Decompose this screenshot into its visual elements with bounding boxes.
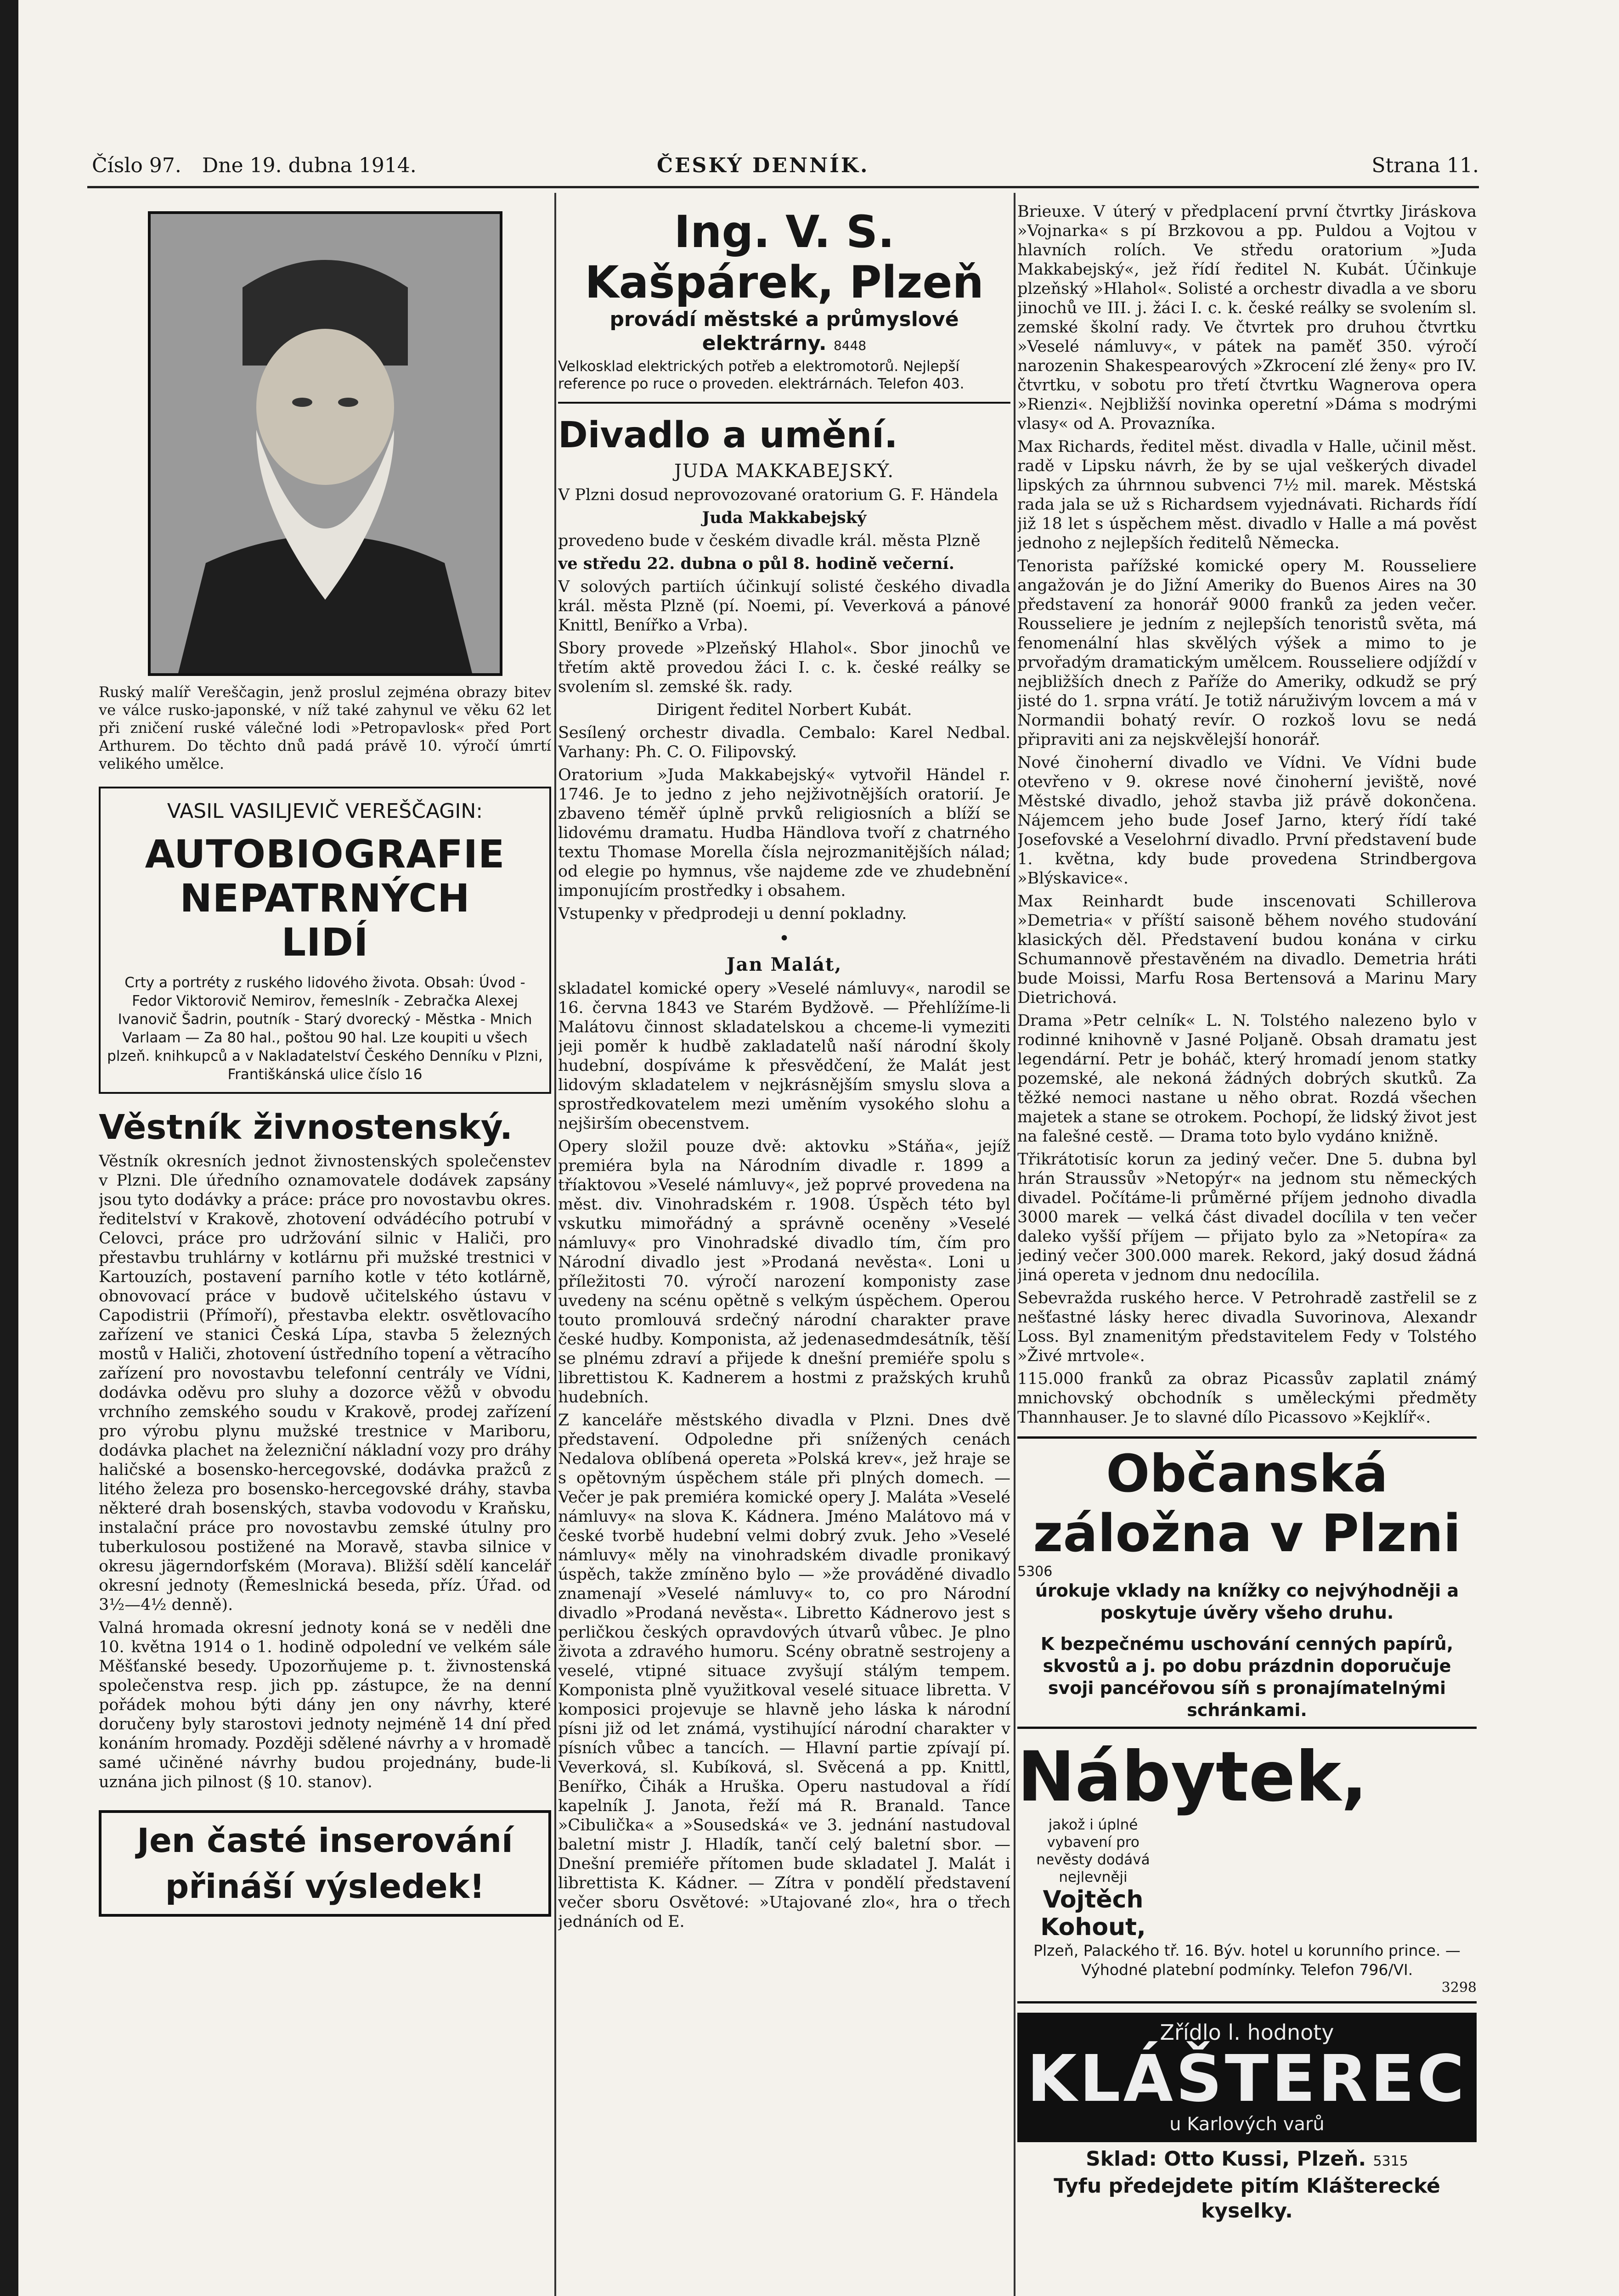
sklad-line-2: Tyfu předejdete pitím Klášterecké kyselky. (1054, 2174, 1440, 2223)
column-rule-2 (1014, 193, 1015, 2296)
page-header (92, 154, 1479, 186)
juda-paragraph-9: Vstupenky v předprodeji u denní pokladny. (558, 905, 907, 923)
nabytek-side (1017, 1816, 1169, 1941)
malat-paragraph-2: Opery složil pouze dvě: aktovku »Stáňa«, jejíž premiéra byla na Národním divadle r. 1899 a tříaktovou »Veselé námluvy«, jež poprvé provedena na měst. div. Vinohradském r. 1908. Úspěch této byl vskutku mimořádný a správně oceněny »Veselé námluvy« pro Vinohradské divadlo tím, čím pro Národní divadlo jest »Prodaná nevěsta«. Loni u příležitosti 70. výročí narození komponisty zase uvedeny na scénu opětně s velkým úspěchem. Operou touto promlouvá srdečný národní charakter prave české hudby. Komponista, až jedenasedmdesátník, těší se plnému zdraví a přijede k dnešní premiéře spolu s librettistou K. Kadnerem a hostmi z pražských kruhů hudebních. (558, 1137, 1010, 1407)
juda-paragraph-4: V solových partiích účinkují solisté českého divadla král. města Plzně (pí. Noemi, pí. Veverková a pánové Knittl, Benířko a Vrba). (558, 578, 1010, 635)
book-advertisement (99, 787, 551, 1094)
scan-edge (0, 0, 18, 2296)
portrait-photo (148, 211, 502, 676)
section-title-vestnik: Věstník živnostenský. (99, 1108, 513, 1147)
klasterec-name: KLÁŠTEREC (1027, 2042, 1467, 2116)
col3-paragraph-5: Max Reinhardt bude inscenovati Schillerova »Demetria« v příští saisoně během nového studování klasických děl. Představení budou konána v cirku Schumannově přestavěném na divadlo. Demetria hráti bude Moissi, Marfu Rosa Bertensová a Marinu Mary Dietrichová. (1017, 892, 1477, 1007)
page-number: Strana 11. (1371, 154, 1479, 177)
juda-paragraph-3: ve středu 22. dubna o půl 8. hodině večerní. (558, 554, 954, 573)
kasparek-line-2-text: elektrárny. (702, 332, 827, 355)
col3-paragraph-6: Drama »Petr celník« L. N. Tolstého nalezeno bylo v rodinné knihovně v Jasné Poljaně. Obsah dramatu jest legendární. Petr je boháč, který hromadí jenom statky pozemské, ale nekoná žádných dobrých skutků. Za těžké nemoci nastane u něho obrat. Rozdá všechen majetek a stane se otrokem. Pochopí, že lidský život jest na falešné cestě. — Drama toto bylo vydáno knižně. (1017, 1012, 1477, 1146)
klasterec-top: Zřídlo l. hodnoty (1160, 2020, 1334, 2045)
column-1 (99, 202, 551, 2296)
vestnik-paragraph-2: Valná hromada okresní jednoty koná se v neděli dne 10. května 1914 o 1. hodině odpolední ve velkém sále Měšťanské besedy. Upozorňujeme p. t. živnostenská společenstva resp. jich pp. zástupce, že na denní pořádek mohou býti dány jen ony návrhy, které doručeny byly starostovi jednoty nejméně 14 dní před konáním hromady. Později sdělené návrhy a v hromadě samé učiněné návrhy budou projednány, bude-li uznána jich pilnost (§ 10. stanov). (99, 1619, 551, 1791)
book-title-line-2: NEPATRNÝCH (180, 876, 470, 921)
juda-paragraph-6: Dirigent ředitel Norbert Kubát. (656, 701, 912, 719)
kasparek-line-2 (558, 332, 1010, 358)
section-title-divadlo: Divadlo a umění. (558, 415, 898, 456)
nabytek-number: 3298 (1441, 1980, 1477, 1996)
nabytek-ad (1017, 1738, 1477, 2003)
juda-paragraph-5: Sbory provede »Plzeňský Hlahol«. Sbor jinochů ve třetím aktě provedou žáci I. c. k. české reálky se svolením sl. zemské šk. rady. (558, 639, 1010, 696)
col3-paragraph-4: Nové činoherní divadlo ve Vídni. Ve Vídni bude otevřeno v 9. okrese nové činoherní jeviště, nové Městské divadlo, jehož stavba již právě dokončena. Nájemcem jeho bude Josef Jarno, který řídí také Josefovské a Veselohrní divadlo. První představení bude 1. května, kdy bude provedena Strindbergova »Blýskavice«. (1017, 754, 1477, 888)
zalozna-ad (1017, 1436, 1477, 1729)
malat-paragraph-1: skladatel komické opery »Veselé námluvy«, narodil se 16. června 1843 ve Starém Bydžově. — Přehlížíme-li Malátovu činnost skladatelskou a chceme-li vymeziti jeji poměr k hudbě zakladatelů naší národní školy hudební, dospíváme k přesvědčení, že Malát jest lidovým skladatelem v nejkrásnějším smyslu slova a sprostředkovatelem mezi uměním vysokého slohu a nejširším obecenstvem. (558, 979, 1010, 1133)
vestnik-paragraph-1: Věstník okresních jednot živnostenských společenstev v Plzni. Dle úředního oznamovatele dodávek zapsány jsou tyto dodávky a práce: práce pro novostavbu okres. ředitelství v Krakově, zhotovení odvádécího potrubí v Celovci, práce pro udržování silnic v Haliči, pro přestavbu truhlárny v kotlárnu při mužské trestnici v Kartouzích, postavení parního kotle v této kotlárně, obnovovací práce v budově učitelského ústavu v Capodistrii (Přímoří), přestavba elektr. osvětlovacího zařízení ve stanici Česká Lípa, stavba 5 železných mostů v Haliči, zhotovení ústředního topení a větracího zařízení pro novostavbu telefonní centrály ve Vídni, dodávka oděvu pro sluhy a dozorce věžů v obvodu vrchního zemského soudu v Krakově, prodej zařízení pro výrobu plynu mužské trestnice v Mariboru, dodávka plachet na železniční nákladní vozy pro dráhy haličské a bosensko-hercegovské, dodávka pražců z litého železa pro bosensko-hercegovské dráhy, stavba některé drah bosenských, stavba vodovodu v Kraňsku, instalační práce pro novostavbu zemské útulny pro tuberkulosou postižené na Moravě, stavba silnice v okresu jägerndorfském (Morava). Bližší sdělí kancelář okresní jednoty (Řemeslnická beseda, příz. Úřad. od 3½—4½ denně). (99, 1152, 551, 1614)
book-description: Crty a portréty z ruského lidového života. Obsah: Úvod - Fedor Viktorovič Nemirov, řemeslník - Zebračka Alexej Ivanovič Šadrin, poutník - Starý dvorecký - Městka - Mnich Varlaam — Za 80 hal., poštou 90 hal. Lze koupiti u všech plzeň. knihkupců a v Nakladatelství Českého Denníku v Plzni, Františkánská ulice číslo 16 (107, 974, 543, 1083)
book-title-line-3: LIDÍ (281, 920, 369, 965)
kasparek-ad (558, 202, 1010, 404)
issue-date: Dne 19. dubna 1914. (202, 154, 417, 177)
col3-paragraph-9: 115.000 franků za obraz Picassův zaplatil známý mnichovský obchodník s uměleckými předměty Thannhauser. Je to slavné dílo Picassovo »Kejklíř«. (1017, 1370, 1477, 1427)
juda-paragraph-2: provedeno bude v českém divadle král. města Plzně (558, 532, 981, 550)
malat-heading: Jan Malát, (726, 954, 842, 975)
nabytek-title: Nábytek, (1017, 1737, 1368, 1817)
sklad-text: Sklad: Otto Kussi, Plzeň. (1086, 2147, 1366, 2171)
portrait-illustration (151, 214, 500, 673)
kasparek-name: Ing. V. S. Kašpárek, Plzeň (585, 206, 984, 308)
nabytek-address: Plzeň, Palackého tř. 16. Býv. hotel u korunního prince. — Výhodné platební podmínky. Telefon 796/VI. (1033, 1941, 1461, 1979)
bullet-separator: • (778, 928, 790, 949)
kasparek-number: 8448 (833, 338, 867, 353)
zalozna-line-1: úrokuje vklady na knížky co nejvýhodněji a poskytuje úvěry všeho druhu. (1035, 1581, 1459, 1623)
juda-paragraph-8: Oratorium »Juda Makkabejský« vytvořil Händel r. 1746. Je to jedno z jeho nejživotnějších oratorií. Je zbaveno téměř úplně prvků religiosních a blíží se lidovému dramatu. Hudba Händlova tvoří z chatrného textu Thomase Morella čísla nejrozmanitějších nálad; od elegie po hymnus, vše najdeme zde ve zhudebnění imponujícím prostředky i obsahem. (558, 766, 1010, 900)
nabytek-vendor: Vojtěch Kohout, (1040, 1886, 1146, 1941)
col3-paragraph-8: Sebevražda ruského herce. V Petrohradě zastřelil se z nešťastné lásky herec divadla Suvorinova, Alexandr Loss. Byl znamenitým představitelem Fedy v Tolstého »Živé mrtvole«. (1017, 1289, 1477, 1365)
column-3 (1017, 202, 1477, 2296)
portrait-caption: Ruský malíř Vereščagin, jenž proslul zejména obrazy bitev ve válce rusko-japonské, v níž také zahynul ve věku 62 let při zničení ruské válečné lodi »Petropavlosk« před Port Arthurem. Do těchto dnů padá právě 10. výročí úmrtí velikého umělce. (99, 683, 551, 772)
column-2 (558, 202, 1010, 2296)
juda-heading: JUDA MAKKABEJSKÝ. (674, 461, 895, 482)
col3-paragraph-7: Třikrátotisíc korun za jediný večer. Dne 5. dubna byl hrán Straussův »Netopýr« na jednom stu německých divadel. Počítáme-li průměrné příjem jednoho divadla 3000 marek — velká část divadel docílila v ten večer daleko vyšší příjem — přijato bylo za »Netopíra« za jediný večer 300.000 marek. Rekord, jaký dosud žádná jiná opereta v jednom dnu nedocílila. (1017, 1150, 1477, 1284)
sklad-line-1 (1017, 2147, 1477, 2174)
col3-paragraph-3: Tenorista pařížské komické opery M. Rousseliere angažován je do Jižní Ameriky do Buenos Aires na 30 představení za honorář 9000 franků za jeden večer. Rousseliere je jedním z nejlepších tenoristů světa, má fenomenální hlas skvělých výšek a mimo to je prvořadým dramatickým umělcem. Rousseliere odjíždí v nejbližších dnech z Paříže do Ameriky, odkudž se prý jisté do 1. srpna vrátí. Je totiž náruživým lovcem a má v Normandii bohatý revír. O rozkoš lovu se nedá připraviti ani za nejskvělejší honorář. (1017, 557, 1477, 749)
nabytek-side-text: jakož i úplné vybavení pro nevěsty dodává nejlevněji (1036, 1817, 1150, 1885)
juda-paragraph-7: Sesílený orchestr divadla. Cembalo: Karel Nedbal. Varhany: Ph. C. O. Filipovský. (558, 724, 1010, 761)
zalozna-title: Občanská záložna v Plzni (1033, 1444, 1461, 1564)
klasterec-sub: u Karlových varů (1169, 2114, 1325, 2135)
header-rule (87, 186, 1479, 188)
kasparek-line-1: provádí městské a průmyslové (609, 308, 959, 331)
inserting-ad: Jen časté inserování přináší výsledek! (99, 1810, 551, 1917)
col3-paragraph-2: Max Richards, ředitel měst. divadla v Halle, učinil měst. radě v Lipsku návrh, že by se ujal veškerých divadel lipských za úhrnnou subvenci 7½ mil. marek. Městská rada jala se už s Richardsem vyjednávati. Richards řídí již 18 let s úspěchem měst. divadlo v Halle a má pověst jednoho z nejlepších ředitelů Německa. (1017, 438, 1477, 552)
zalozna-line-2: K bezpečnému uschování cenných papírů, skvostů a j. po dobu prázdnin doporučuje svoji pancéřovou síň s pronajímatelnými schránkami. (1040, 1634, 1454, 1720)
issue-number: Číslo 97. (92, 154, 181, 177)
klasterec-ad (1017, 2013, 1477, 2142)
column-rule-1 (554, 193, 556, 2296)
newspaper-title: ČESKÝ DENNÍK. (657, 154, 869, 177)
col3-paragraph-1: Brieuxe. V úterý v předplacení první čtvrtky Jiráskova »Vojnarka« s pí Brzkovou a pp. Puldou a Vojtou v hlavních rolích. Ve středu oratorium »Juda Makkabejský«, jež řídí ředitel N. Kubát. Účinkuje plzeňský »Hlahol«. Solisté a orchestr divadla a ve sboru jinochů ve III. j. žáci I. c. k. české reálky se svolením sl. zemské školní rady. Ve čtvrtek pro druhou čtvrtku »Veselé námluvy«, v pátek na paměť 350. výročí narozenin Shakespearových »Zkrocení zlé ženy« pro IV. čtvrtku, v sobotu pro třetí čtvrtku Wagnerova opera »Rienzi«. Nejbližší novinka operetní »Dáma s modrými vlasy« od A. Provazníka. (1017, 203, 1477, 433)
juda-paragraph-1: V Plzni dosud neprovozované oratorium G. F. Händela (558, 486, 998, 504)
juda-title: Juda Makkabejský (702, 508, 867, 527)
book-title-line-1: AUTOBIOGRAFIE (145, 832, 505, 877)
zalozna-number: 5306 (1017, 1564, 1053, 1580)
book-author: VASIL VASILJEVIČ VEREŠČAGIN: (167, 799, 483, 823)
kancelar-paragraph: Z kanceláře městského divadla v Plzni. Dnes dvě představení. Odpoledne při snížených cenách Nedalova oblíbená opereta »Polská krev«, jež hraje se s opětovným úspěchem stále při plných domech. — Večer je pak premiéra komické opery J. Maláta »Veselé námluvy« na slova K. Kádnera. Jméno Malátovo má v české tvorbě hudební velmi dobrý zvuk. Jeho »Veselé námluvy« měly na vinohradském divadle pronikavý úspěch, takže zmíněno bylo — »že prováděné divadlo znamenají »Veselé námluvy« to, co pro Národní divadlo »Prodaná nevěsta«. Libretto Kádnerovo jest s perličkou českých opravdových útvarů vůbec. Je plno života a zdravého humoru. Scény obratně sestrojeny a veselé, vtipné situace zvyšují stálým tempem. Komponista plně využitkoval veselé situace libretta. V komposici projevuje se hlavně jeho láska k národní písni již od let známá, vystihující národní charakter v písních vůbec a tancích. — Hlavní partie zpívají pí. Veverková, sl. Kubíková, sl. Svěcená a pp. Knittl, Benířko, Čihák a Hruška. Operu nastudoval a řídí kapelník J. Janota, řeží má R. Branald. Tance »Cibulička« a »Sousedská« ve 3. jednání nastudoval baletní mistr J. Hladík, tančí celý baletní sbor. — Dnešní premiéře přítomen bude skladatel J. Malát i librettista K. Kádner. — Zítra v pondělí představení večer sboru Osvětové: »Utajované zlo«, hra o třech jednáních od E. (558, 1411, 1010, 1931)
sklad-number: 5315 (1373, 2153, 1408, 2169)
kasparek-small: Velkosklad elektrických potřeb a elektromotorů. Nejlepší reference po ruce o proveden. elektrárnách. Telefon 403. (558, 358, 965, 392)
